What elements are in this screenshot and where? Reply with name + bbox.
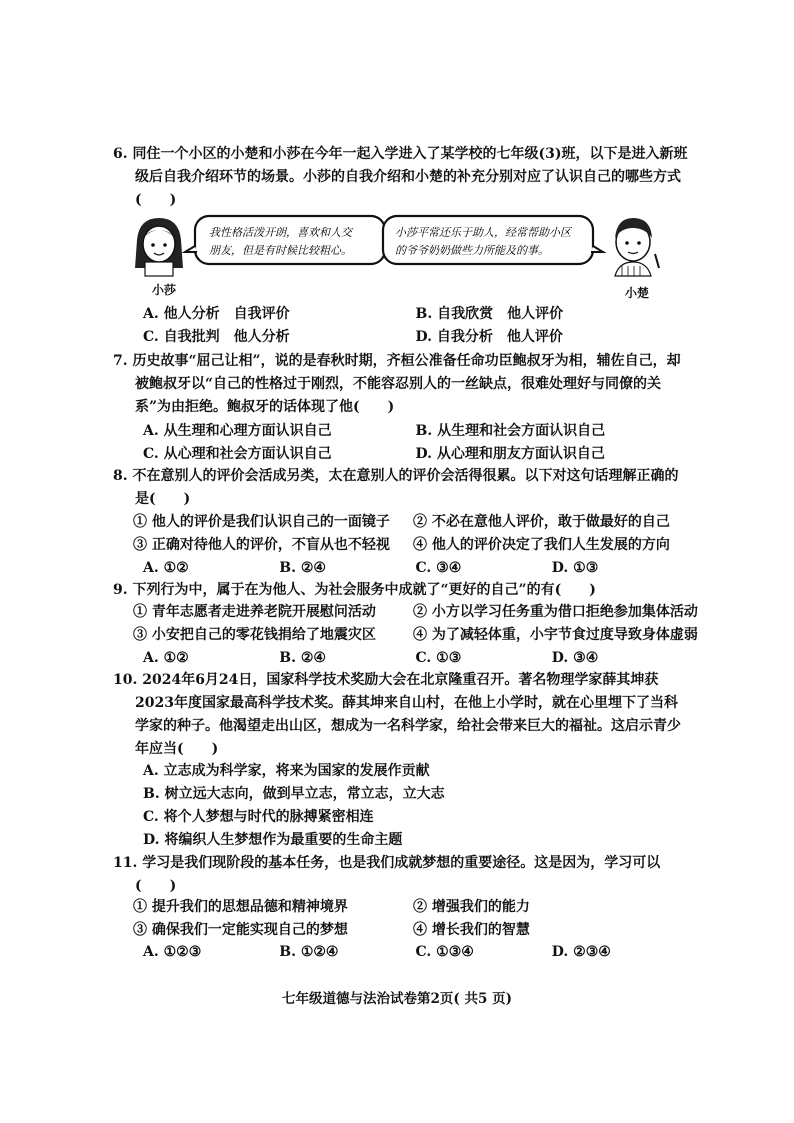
option: B. ②④ (279, 650, 326, 666)
statement: ③ 正确对待他人的评价，不盲从也不轻视 (133, 537, 390, 553)
option: B. 自我欣赏 他人评价 (415, 306, 564, 322)
question-6-stem: 6. 同住一个小区的小楚和小莎在今年一起入学进入了某学校的七年级(3)班，以下是进入新班级后自我介绍环节的场景。小莎的自我介绍和小楚的补充分别对应了认识自己的哪些方式( ) (113, 146, 688, 208)
question-9-stem: 9. 下列行为中，属于在为他人、为社会服务中成就了“更好的自己”的有( ) (113, 582, 596, 598)
option: C. 自我批判 他人分析 (143, 329, 290, 345)
question-8-options (143, 557, 688, 580)
statement: ② 增强我们的能力 (413, 899, 530, 915)
bubble-right-line-2: 的爷爷奶奶做些力所能及的事。 (395, 244, 549, 257)
question-9-statements (133, 601, 698, 647)
question-11-options (143, 941, 688, 964)
statement: ④ 增长我们的智慧 (413, 922, 530, 938)
option: C. ③④ (415, 560, 462, 576)
option: B. 从生理和社会方面认识自己 (415, 423, 606, 439)
question-10-options (143, 760, 688, 852)
option: D. ①③ (551, 560, 599, 576)
statement: ② 小方以学习任务重为借口拒绝参加集体活动 (413, 604, 698, 620)
statement: ① 青年志愿者走进养老院开展慰问活动 (133, 604, 376, 620)
option: C. 从心理和社会方面认识自己 (143, 446, 332, 462)
bubble-left-line-1: 我性格活泼开朗，喜欢和人交 (209, 226, 352, 239)
option: C. 将个人梦想与时代的脉搏紧密相连 (143, 809, 374, 825)
statement: ③ 确保我们一定能实现自己的梦想 (133, 922, 348, 938)
question-8-statements (133, 511, 693, 557)
question-11-statements (133, 896, 693, 942)
option: D. ③④ (551, 650, 599, 666)
dialogue-illustration (125, 210, 670, 305)
option: D. 将编织人生梦想作为最重要的生命主题 (143, 832, 403, 848)
option: A. ①② (143, 560, 189, 576)
option: B. ②④ (279, 560, 326, 576)
statement: ① 提升我们的思想品德和精神境界 (133, 899, 348, 915)
statement: ② 不必在意他人评价，敢于做最好的自己 (413, 514, 670, 530)
girl-figure-icon (135, 218, 183, 276)
boy-figure-icon (615, 218, 659, 276)
statement: ① 他人的评价是我们认识自己的一面镜子 (133, 514, 390, 530)
option: A. 从生理和心理方面认识自己 (143, 423, 332, 439)
option: A. ①② (143, 650, 189, 666)
question-7-stem: 7. 历史故事“屈己让相”，说的是春秋时期，齐桓公准备任命功臣鲍叔牙为相，辅佐自己，却被鲍叔牙以“自己的性格过于刚烈，不能容忍别人的一丝缺点，很难处理好与同僚的关系”为由拒绝。鲍叔牙的话体现了他( ) (113, 353, 681, 415)
name-label-xiaochu: 小楚 (625, 286, 650, 300)
statement: ③ 小安把自己的零花钱捐给了地震灾区 (133, 627, 376, 643)
option: B. 树立远大志向，做到早立志，常立志，立大志 (143, 786, 445, 802)
option: C. ①③ (415, 650, 462, 666)
bubble-left-line-2: 朋友，但是有时候比较粗心。 (209, 244, 352, 257)
option: B. ①②④ (279, 944, 339, 960)
option: A. ①②③ (143, 944, 202, 960)
speech-bubble-left (185, 216, 385, 264)
question-11-stem: 11. 学习是我们现阶段的基本任务，也是我们成就梦想的重要途径。这是因为，学习可以( ) (113, 855, 661, 894)
option: D. ②③④ (551, 944, 611, 960)
option: D. 自我分析 他人评价 (415, 329, 563, 345)
page-footer: 七年级道德与法治试卷第2页( 共5 页) (282, 991, 512, 1007)
speech-bubble-right (383, 216, 603, 264)
option: C. ①③④ (415, 944, 474, 960)
name-label-xiaosha: 小莎 (152, 283, 177, 297)
option: A. 立志成为科学家，将来为国家的发展作贡献 (143, 763, 430, 779)
question-8-stem: 8. 不在意别人的评价会活成另类，太在意别人的评价会活得很累。以下对这句话理解正确的是( ) (113, 468, 679, 507)
statement: ④ 为了减轻体重，小宇节食过度导致身体虚弱 (413, 627, 698, 643)
bubble-right-line-1: 小莎平常还乐于助人，经常帮助小区 (395, 226, 571, 239)
option: D. 从心理和朋友方面认识自己 (415, 446, 605, 462)
question-6-options (143, 303, 688, 349)
question-9-options (143, 647, 688, 670)
statement: ④ 他人的评价决定了我们人生发展的方向 (413, 537, 670, 553)
question-7-options (143, 420, 688, 466)
question-10-stem: 10. 2024年6月24日，国家科学技术奖励大会在北京隆重召开。著名物理学家薛其坤获2023年度国家最高科学技术奖。薛其坤来自山村，在他上小学时，就在心里埋下了当科学家的种子。他渴望走出山区，想成为一名科学家，给社会带来巨大的福祉。这启示青少年应当( ) (113, 672, 681, 757)
option: A. 他人分析 自我评价 (143, 306, 290, 322)
